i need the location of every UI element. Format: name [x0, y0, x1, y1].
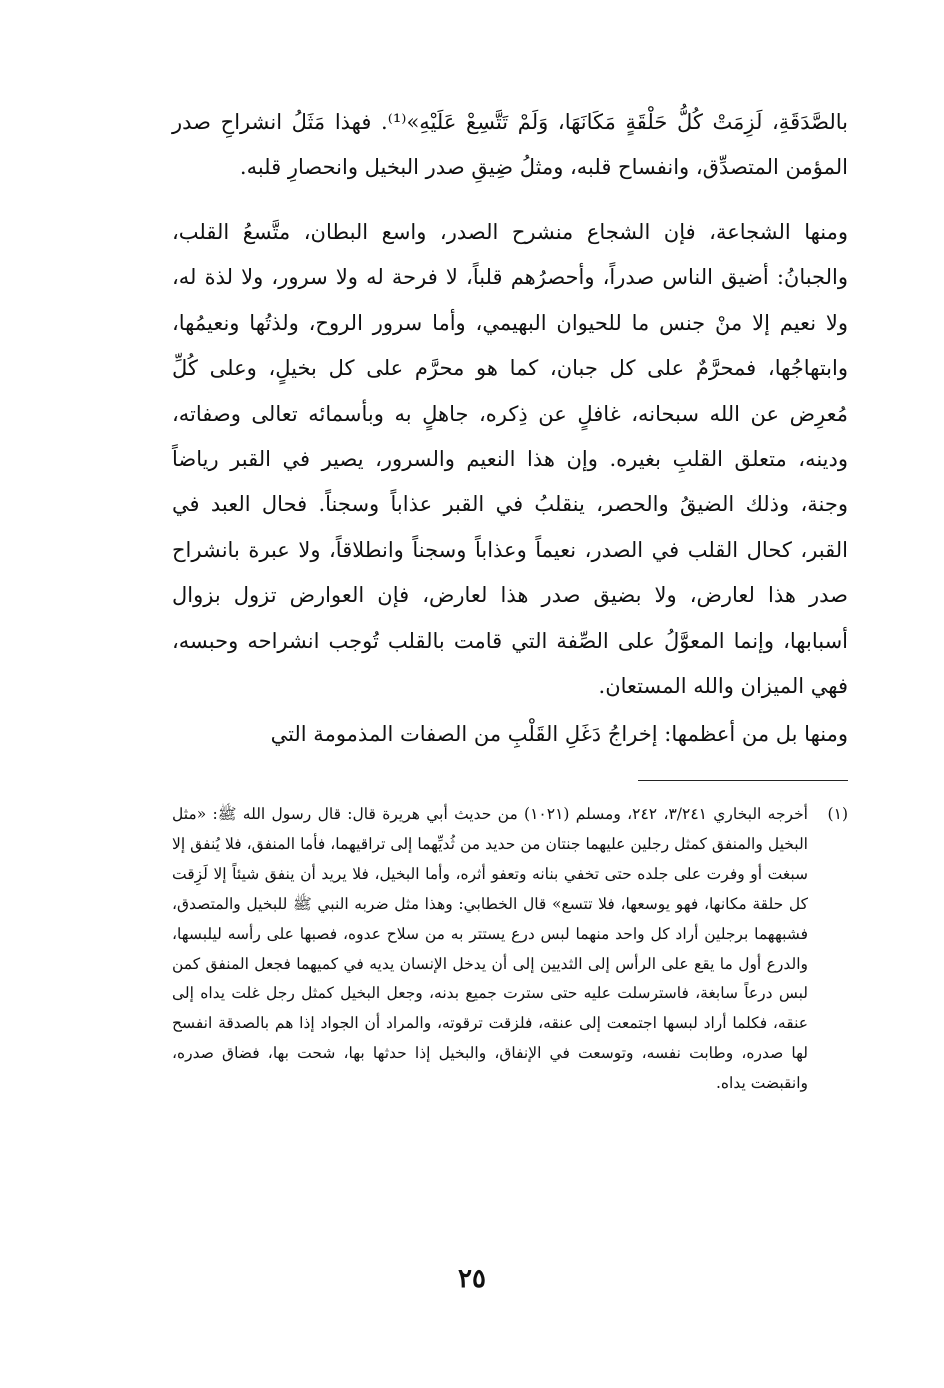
footnote-divider	[638, 780, 848, 781]
footnote-marker: (١)	[827, 805, 848, 823]
paragraph-2-text: ومنها الشجاعة، فإن الشجاع منشرح الصدر، واسع البطان، متَّسعُ القلب، والجبانُ: أضيق الناس صدراً، وأحصرُهم قلباً، لا فرحة له ولا سرور، ولا لذة له، ولا نعيم إلا منْ جنس ما للحيوان البهيمي، وأما سرور الروح، ولذتُها ونعيمُها، وابتهاجُها، فمحرَّمٌ على كل جبان، كما هو محرَّم على كل بخيلٍ، وعلى كُلِّ مُعرِض عن الله سبحانه، غافلٍ عن ذِكره، جاهلٍ به وبأسمائه تعالى وصفاته، ودينه، متعلق القلبِ بغيره. وإن هذا النعيم والسرور، يصير في القبر رياضاً وجنة، وذلك الضيقُ والحصر، ينقلبُ في القبر عذاباً وسجناً. فحال العبد في القبر، كحال القلب في الصدر، نعيماً وعذاباً وسجناً وانطلاقاً، ولا عبرة بانشراح صدر هذا لعارض، ولا بضيق صدر هذا لعارض، فإن العوارض تزول بزوال أسبابها، وإنما المعوَّلُ على الصِّفة التي قامت بالقلب تُوجب انشراحه وحبسه، فهي الميزان والله المستعان.	[172, 220, 848, 699]
paragraph-1-text: بالصَّدَقَةِ، لَزِمَتْ كُلُّ حَلْقَةٍ مَكَانَهَا، وَلَمْ تَتَّسِعْ عَلَيْهِ»⁽¹⁾. فهذا مَثَلُ انشراحِ صدر المؤمن المتصدِّق، وانفساح قلبه، ومثلُ ضِيقِ صدر البخيل وانحصارِ قلبه.	[172, 110, 848, 180]
paragraph-3-text: ومنها بل من أعظمها: إخراجُ دَغَلِ القَلْبِ من الصفات المذمومة التي	[270, 722, 848, 746]
paragraph-3	[172, 712, 848, 757]
page-number: ٢٥	[458, 1264, 486, 1294]
paragraph-1	[172, 100, 848, 191]
footnote	[172, 800, 848, 1099]
footnote-text: أخرجه البخاري ٣/٢٤١، ٢٤٢، ومسلم (١٠٢١) من حديث أبي هريرة قال: قال رسول الله ﷺ: «مثل البخيل والمنفق كمثل رجلين عليهما جنتان من حديد من ثُديِّهما إلى تراقيهما، فأما المنفق، فلا يُنفق إلا سبغت أو وفرت على جلده حتى تخفي بنانه وتعفو أثره، وأما البخيل، فلا يريد أن ينفق شيئاً إلا لَزِقت كل حلقة مكانها، فهو يوسعها، فلا تتسع» قال الخطابي: وهذا مثل ضربه النبي ﷺ للبخيل والمتصدق، فشبههما برجلين أراد كل واحد منهما لبس درع يستتر به من سلاح عدوه، فصبها على رأسه ليلبسها، والدرع أول ما يقع على الرأس إلى الثديين إلى أن يدخل الإنسان يديه في كميهما فجعل المنفق كمن لبس درعاً سابغة، فاسترسلت عليه حتى سترت جميع بدنه، وجعل البخيل كمثل رجل غلت يداه إلى عنقه، فكلما أراد لبسها اجتمعت إلى عنقه، فلزقت ترقوته، والمراد أن الجواد إذا هم بالصدقة انفسح لها صدره، وطابت نفسه، وتوسعت في الإنفاق، والبخيل إذا حدثها بها، شحت بها، فضاق صدره، وانقبضت يداه.	[172, 805, 808, 1093]
paragraph-2	[172, 210, 848, 709]
